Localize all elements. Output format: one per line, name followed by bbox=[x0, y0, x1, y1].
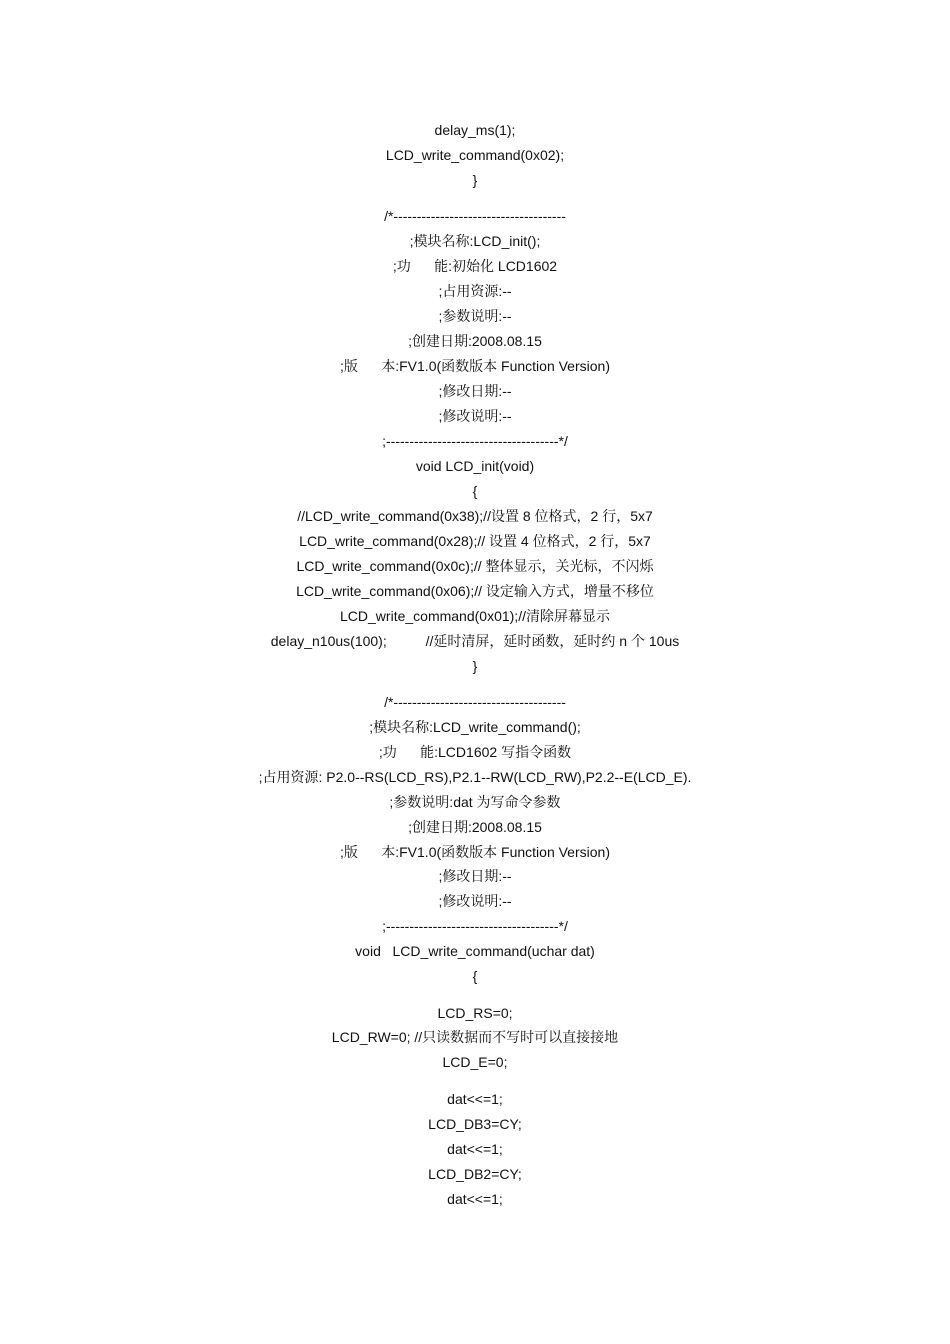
comment-line: /*------------------------------------- bbox=[384, 694, 566, 710]
code-line: void LCD_write_command(uchar dat) bbox=[355, 943, 595, 959]
comment-line: ;模块名称:LCD_write_command(); bbox=[369, 719, 581, 735]
comment-line: ;修改日期:-- bbox=[438, 868, 512, 884]
code-line: LCD_write_command(0x02); bbox=[385, 147, 565, 163]
code-line: //LCD_write_command(0x38);//设置 8 位格式，2 行，5x7 bbox=[297, 508, 653, 524]
code-line: LCD_RS=0; bbox=[437, 1005, 513, 1021]
code-line: void LCD_init(void) bbox=[415, 458, 535, 474]
comment-line: ;修改日期:-- bbox=[438, 383, 512, 399]
comment-line: ;-------------------------------------*/ bbox=[382, 433, 568, 449]
comment-line: ;修改说明:-- bbox=[438, 893, 512, 909]
code-line: LCD_write_command(0x01);//清除屏幕显示 bbox=[340, 608, 610, 624]
code-line: delay_ms(1); bbox=[434, 122, 516, 138]
code-line: dat<<=1; bbox=[447, 1091, 503, 1107]
code-line: LCD_write_command(0x06);// 设定输入方式，增量不移位 bbox=[296, 583, 654, 599]
code-line: LCD_DB2=CY; bbox=[428, 1166, 522, 1182]
comment-line: ;功 能:初始化 LCD1602 bbox=[392, 258, 558, 274]
code-line: LCD_RW=0; //只读数据而不写时可以直接接地 bbox=[331, 1029, 619, 1045]
code-line: LCD_E=0; bbox=[442, 1054, 508, 1070]
code-line: { bbox=[472, 483, 478, 499]
comment-line: ;功 能:LCD1602 写指令函数 bbox=[378, 744, 572, 760]
comment-line: ;版 本:FV1.0(函数版本 Function Version) bbox=[340, 358, 610, 374]
code-line: LCD_write_command(0x0c);// 整体显示，关光标，不闪烁 bbox=[296, 558, 654, 574]
comment-line: ;模块名称:LCD_init(); bbox=[409, 233, 541, 249]
comment-line: ;参数说明:dat 为写命令参数 bbox=[389, 794, 561, 810]
code-line: { bbox=[472, 968, 478, 984]
comment-line: ;修改说明:-- bbox=[438, 408, 512, 424]
comment-line: ;-------------------------------------*/ bbox=[382, 918, 568, 934]
code-line: dat<<=1; bbox=[447, 1141, 503, 1157]
comment-line: ;创建日期:2008.08.15 bbox=[408, 333, 542, 349]
code-line: } bbox=[472, 172, 478, 188]
comment-line: ;版 本:FV1.0(函数版本 Function Version) bbox=[340, 844, 610, 860]
code-line: } bbox=[472, 658, 478, 674]
code-line: LCD_write_command(0x28);// 设置 4 位格式，2 行，5x7 bbox=[299, 533, 651, 549]
comment-line: ;占用资源:-- bbox=[438, 283, 512, 299]
code-line: dat<<=1; bbox=[447, 1191, 503, 1207]
comment-line: ;占用资源: P2.0--RS(LCD_RS),P2.1--RW(LCD_RW),P2.2--E(LCD_E). bbox=[258, 769, 692, 785]
comment-line: ;参数说明:-- bbox=[438, 308, 512, 324]
code-line: LCD_DB3=CY; bbox=[428, 1116, 522, 1132]
comment-line: ;创建日期:2008.08.15 bbox=[408, 819, 542, 835]
comment-line: /*------------------------------------- bbox=[384, 208, 566, 224]
code-line: delay_n10us(100); //延时清屏，延时函数，延时约 n 个 10us bbox=[270, 633, 680, 649]
